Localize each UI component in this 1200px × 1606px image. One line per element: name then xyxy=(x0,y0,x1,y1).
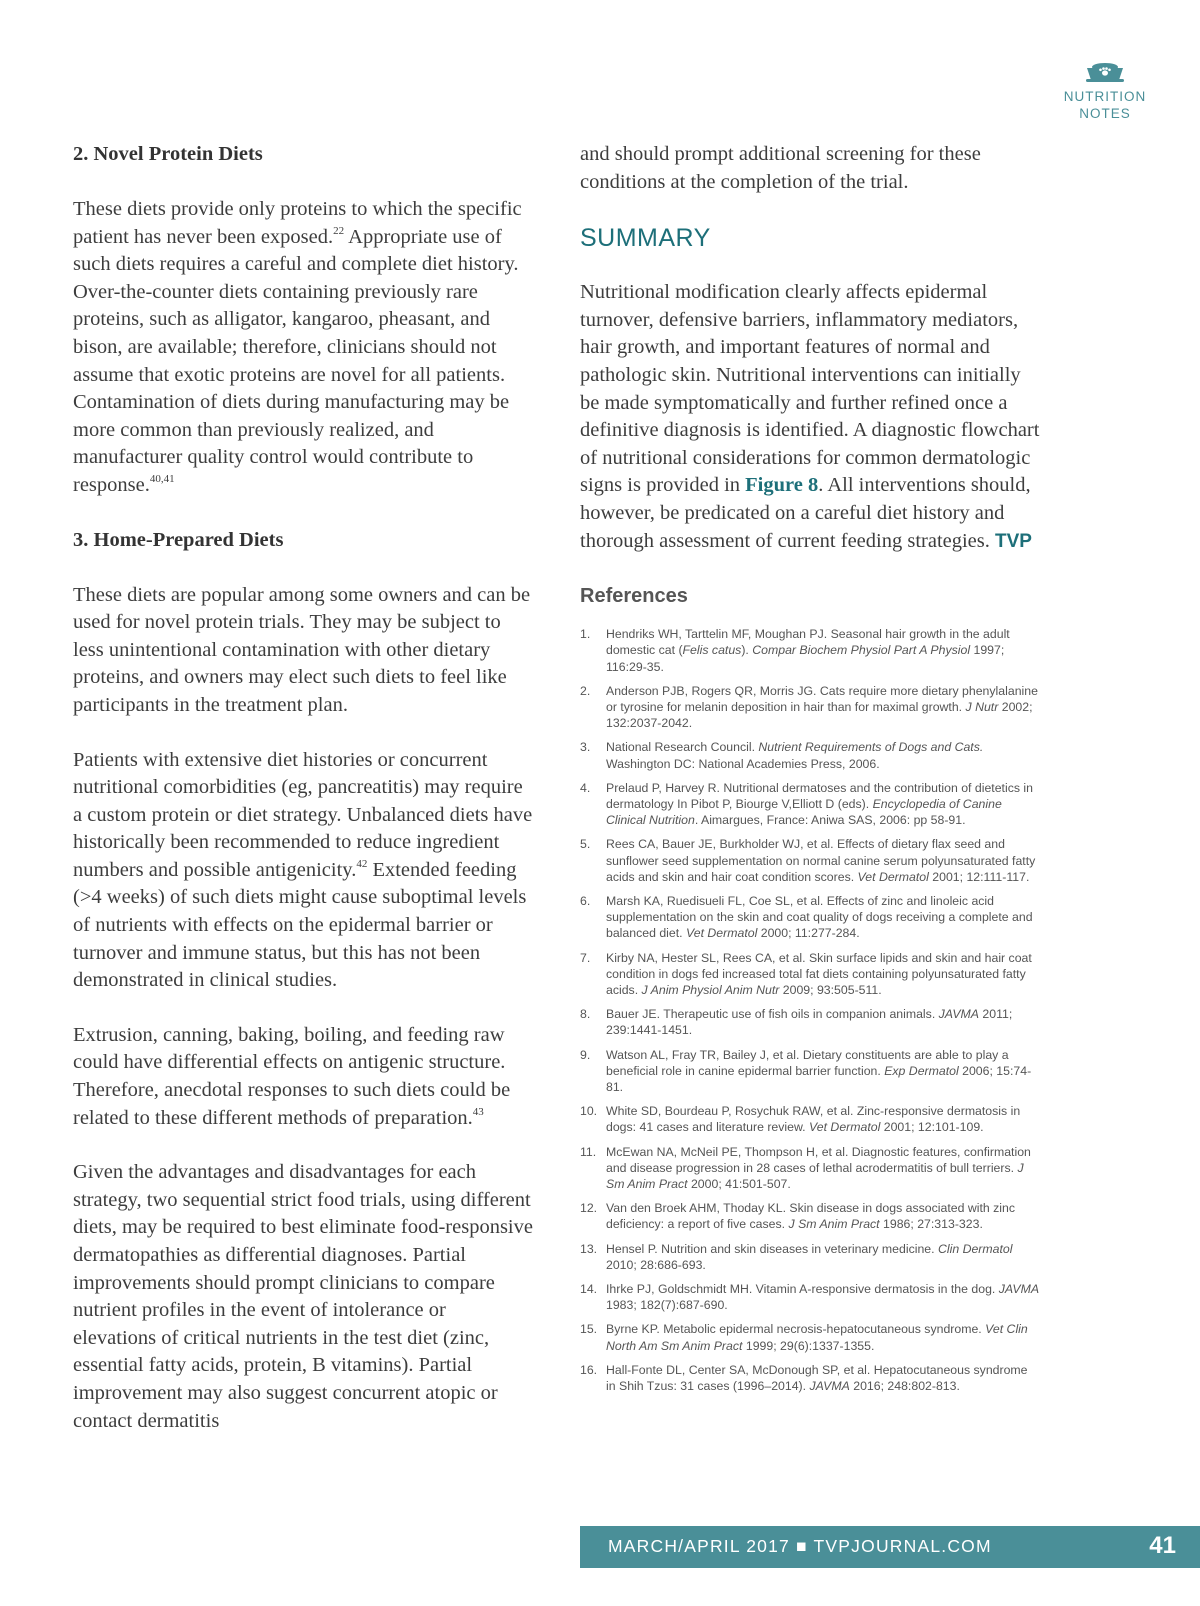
reference-journal: J Anim Physiol Anim Nutr xyxy=(641,982,780,997)
reference-number: 9. xyxy=(580,1047,591,1062)
nutrition-notes-badge xyxy=(1050,54,1160,122)
reference-number: 7. xyxy=(580,950,591,965)
left-column xyxy=(73,141,533,1462)
para-text: These diets provide only proteins to which the specific patient has never been exposed. xyxy=(73,198,522,248)
reference-item xyxy=(580,1241,1040,1273)
citation-superscript: 43 xyxy=(472,1105,484,1118)
reference-item xyxy=(580,1281,1040,1313)
para-text: Appropriate use of such diets requires a careful and complete diet history. Over-the-counter diets containing previously rare proteins, such as alligator, kangaroo, pheasant, and bison, are available; therefore, clinicians should not assume that exotic proteins are novel for all patients. Contamination of diets during manufacturing may be more common than previously realized, and manufacturer quality control would contribute to response. xyxy=(73,225,519,496)
reference-text: McEwan NA, McNeil PE, Thompson H, et al. Diagnostic features, confirmation and disease progression in 28 cases of lethal acrodermatitis of bull terriers. xyxy=(606,1144,1031,1175)
reference-text: Anderson PJB, Rogers QR, Morris JG. Cats require more dietary phenylalanine or tyrosine for melanin deposition in hair than for maximal growth. xyxy=(606,683,1038,714)
reference-number: 1. xyxy=(580,627,591,642)
reference-journal: Nutrient Requirements of Dogs and Cats. xyxy=(758,740,984,755)
reference-number: 13. xyxy=(580,1241,598,1256)
reference-number: 15. xyxy=(580,1322,598,1337)
reference-journal: Vet Dermatol xyxy=(686,926,758,941)
novel-protein-paragraph xyxy=(73,196,533,500)
reference-number: 11. xyxy=(580,1144,597,1159)
reference-item xyxy=(580,1362,1040,1394)
reference-journal: J Sm Anim Pract xyxy=(788,1217,880,1232)
citation-superscript: 40,41 xyxy=(149,472,175,485)
reference-text: Prelaud P, Harvey R. Nutritional dermatoses and the contribution of dietetics in dermatology In Pibot P, Biourge V,Elliott D (eds). xyxy=(606,780,1033,811)
references-heading: References xyxy=(580,585,688,608)
reference-item xyxy=(580,1200,1040,1232)
para-text: Nutritional modification clearly affects epidermal turnover, defensive barriers, inflammatory mediators, hair growth, and important features of normal and pathologic skin. Nutritional interventions can initially be made symptomatically and further refined once a definitive diagnosis is identified. A diagnostic flowchart of nutritional considerations for common dermatologic signs is provided in xyxy=(580,281,1040,497)
page-number: 41 xyxy=(1149,1532,1176,1559)
reference-journal: JAVMA xyxy=(998,1282,1040,1297)
reference-text: National Research Council. xyxy=(606,740,759,755)
reference-text: 2001; 12:111-117. xyxy=(928,869,1030,884)
reference-text: 1999; 29(6):1337-1355. xyxy=(742,1338,875,1353)
reference-journal: Vet Dermatol xyxy=(809,1120,881,1135)
footer-bar xyxy=(580,1526,1200,1568)
reference-text: Watson AL, Fray TR, Bailey J, et al. Dietary constituents are able to play a beneficial role in canine epidermal barrier function. xyxy=(606,1047,1009,1078)
badge-label-line2: NOTES xyxy=(1079,106,1131,121)
para-text: Extrusion, canning, baking, boiling, and feeding raw could have differential effects on antigenic structure. Therefore, anecdotal responses to such diets could be related to these different methods of preparation. xyxy=(73,1023,511,1129)
reference-journal: Exp Dermatol xyxy=(884,1063,959,1078)
reference-text: . Aimargues, France: Aniwa SAS, 2006: pp 58-91. xyxy=(694,813,966,828)
reference-text: ). xyxy=(741,643,753,658)
reference-item xyxy=(580,1103,1040,1135)
reference-text: Rees CA, Bauer JE, Burkholder WJ, et al. Effects of dietary flax seed and sunflower seed supplementation on normal canine serum polyunsaturated fatty acids and skin and hair coat condition scores. xyxy=(606,837,1036,884)
reference-text: 2009; 93:505-511. xyxy=(779,982,882,997)
reference-text: 1983; 182(7):687-690. xyxy=(606,1298,728,1313)
reference-text: Marsh KA, Ruedisueli FL, Coe SL, et al. Effects of zinc and linoleic acid supplementation on the skin and coat quality of dogs receiving a complete and balanced diet. xyxy=(606,893,1033,941)
reference-number: 4. xyxy=(580,780,591,795)
reference-item xyxy=(580,836,1040,885)
summary-paragraph xyxy=(580,279,1040,555)
reference-text: Hall-Fonte DL, Center SA, McDonough SP, et al. Hepatocutaneous syndrome in Shih Tzus: 31 cases (1996–2014). xyxy=(606,1362,1028,1394)
reference-text: 2016; 248:802-813. xyxy=(849,1379,960,1394)
reference-item xyxy=(580,739,1040,771)
reference-number: 12. xyxy=(580,1201,598,1216)
reference-item xyxy=(580,1047,1040,1096)
footer-issue-date: MARCH/APRIL 2017 xyxy=(608,1536,790,1556)
reference-list xyxy=(580,626,1040,1394)
para-text: Extended feeding (>4 weeks) of such diets might cause suboptimal levels of nutrients with effects on the epidermal barrier or turnover and immune status, but this has not been demonstrated in clinical studies. xyxy=(73,858,527,992)
reference-text: 2000; 11:277-284. xyxy=(757,926,860,941)
reference-item xyxy=(580,893,1040,942)
continuation-paragraph: and should prompt additional screening for these conditions at the completion of the trial. xyxy=(580,143,981,193)
reference-text: Hensel P. Nutrition and skin diseases in veterinary medicine. xyxy=(606,1241,938,1256)
reference-journal: Vet Clin North Am Sm Anim Pract xyxy=(606,1322,1028,1353)
reference-journal: J Sm Anim Pract xyxy=(606,1160,1024,1192)
reference-text: Byrne KP. Metabolic epidermal necrosis-hepatocutaneous syndrome. xyxy=(606,1322,986,1337)
reference-journal: Vet Dermatol xyxy=(857,869,929,884)
reference-journal: JAVMA xyxy=(938,1007,979,1022)
reference-number: 3. xyxy=(580,740,591,755)
footer-website-link[interactable]: TVPJOURNAL.COM xyxy=(813,1536,992,1556)
reference-number: 8. xyxy=(580,1007,591,1022)
reference-text: 2000; 41:501-507. xyxy=(687,1177,791,1192)
reference-text: Washington DC: National Academies Press, 2006. xyxy=(606,756,880,771)
citation-superscript: 22 xyxy=(333,224,345,237)
para-text: Patients with extensive diet histories or concurrent nutritional comorbidities (eg, pancreatitis) may require a custom protein or diet strategy. Unbalanced diets have historically been recommended to reduce ingredient numbers and possible antigenicity. xyxy=(73,748,533,881)
reference-item xyxy=(580,1321,1040,1353)
reference-number: 16. xyxy=(580,1362,598,1377)
reference-item xyxy=(580,626,1040,675)
reference-text: Bauer JE. Therapeutic use of fish oils in companion animals. xyxy=(606,1007,939,1022)
reference-journal: Clin Dermatol xyxy=(937,1241,1013,1256)
reference-item xyxy=(580,1006,1040,1038)
home-prepared-heading: 3. Home-Prepared Diets xyxy=(73,528,284,551)
reference-item xyxy=(580,780,1040,829)
reference-journal: Compar Biochem Physiol Part A Physiol xyxy=(752,643,971,658)
reference-number: 2. xyxy=(580,683,591,698)
reference-item xyxy=(580,1144,1040,1193)
reference-journal: Encyclopedia of Canine Clinical Nutrition xyxy=(606,796,1002,828)
home-prepared-paragraph-2 xyxy=(73,747,533,995)
footer-separator: ■ xyxy=(796,1536,808,1556)
reference-item xyxy=(580,950,1040,999)
reference-text: 1986; 27:313-323. xyxy=(879,1217,983,1232)
novel-protein-heading: 2. Novel Protein Diets xyxy=(73,143,263,165)
footer-issue-info xyxy=(608,1536,992,1557)
pet-bowl-icon xyxy=(1082,54,1128,84)
reference-item xyxy=(580,683,1040,732)
reference-text: 2002; 132:2037-2042. xyxy=(606,699,1033,731)
reference-text: White SD, Bourdeau P, Rosychuk RAW, et al. Zinc-responsive dermatosis in dogs: 41 cases and literature review. xyxy=(606,1104,1021,1135)
reference-text: Kirby NA, Hester SL, Rees CA, et al. Skin surface lipids and skin and hair coat condition in dogs fed increased total fat diets containing polyunsaturated fatty acids. xyxy=(606,950,1032,997)
tvp-end-mark: TVP xyxy=(995,530,1032,552)
reference-number: 6. xyxy=(580,893,591,908)
summary-heading: SUMMARY xyxy=(580,224,711,253)
reference-number: 5. xyxy=(580,837,591,852)
home-prepared-paragraph-3 xyxy=(73,1022,533,1132)
reference-text: Hendriks WH, Tarttelin MF, Moughan PJ. Seasonal hair growth in the adult domestic cat ( xyxy=(606,627,1010,658)
reference-text: 2010; 28:686-693. xyxy=(606,1257,706,1272)
reference-text: 2006; 15:74-81. xyxy=(606,1063,1032,1094)
reference-journal: JAVMA xyxy=(809,1379,850,1394)
figure-8-link[interactable]: Figure 8 xyxy=(745,474,819,497)
home-prepared-paragraph-4: Given the advantages and disadvantages for each strategy, two sequential strict food trials, using different diets, may be required to best eliminate food-responsive dermatopathies as differential diagnoses. Partial improvements should prompt clinicians to compare nutrient profiles in the event of intolerance or elevations of critical nutrients in the test diet (zinc, essential fatty acids, protein, B vitamins). Partial improvement may also suggest concurrent atopic or contact dermatitis xyxy=(73,1161,533,1432)
badge-label-line1: NUTRITION xyxy=(1063,89,1147,104)
reference-journal: J Nutr xyxy=(965,699,999,714)
reference-number: 10. xyxy=(580,1104,598,1119)
reference-number: 14. xyxy=(580,1282,598,1297)
home-prepared-paragraph-1: These diets are popular among some owners and can be used for novel protein trials. They may be subject to less unintentional contamination with other dietary proteins, and owners may elect such diets to feel like participants in the treatment plan. xyxy=(73,583,531,716)
reference-text: Ihrke PJ, Goldschmidt MH. Vitamin A-responsive dermatosis in the dog. xyxy=(606,1282,999,1297)
reference-text: 1997; 116:29-35. xyxy=(606,643,1005,674)
right-column xyxy=(580,141,1040,1402)
reference-text: 2001; 12:101-109. xyxy=(880,1120,984,1135)
reference-text: 2011; 239:1441-1451. xyxy=(606,1007,1013,1038)
citation-superscript: 42 xyxy=(356,857,368,870)
para-text: . All interventions should, however, be predicated on a careful diet history and thorough assessment of current feeding strategies. xyxy=(580,474,1031,552)
reference-text: Van den Broek AHM, Thoday KL. Skin disease in dogs associated with zinc deficiency: a report of five cases. xyxy=(606,1201,1015,1232)
reference-italic: Felis catus xyxy=(682,643,742,658)
